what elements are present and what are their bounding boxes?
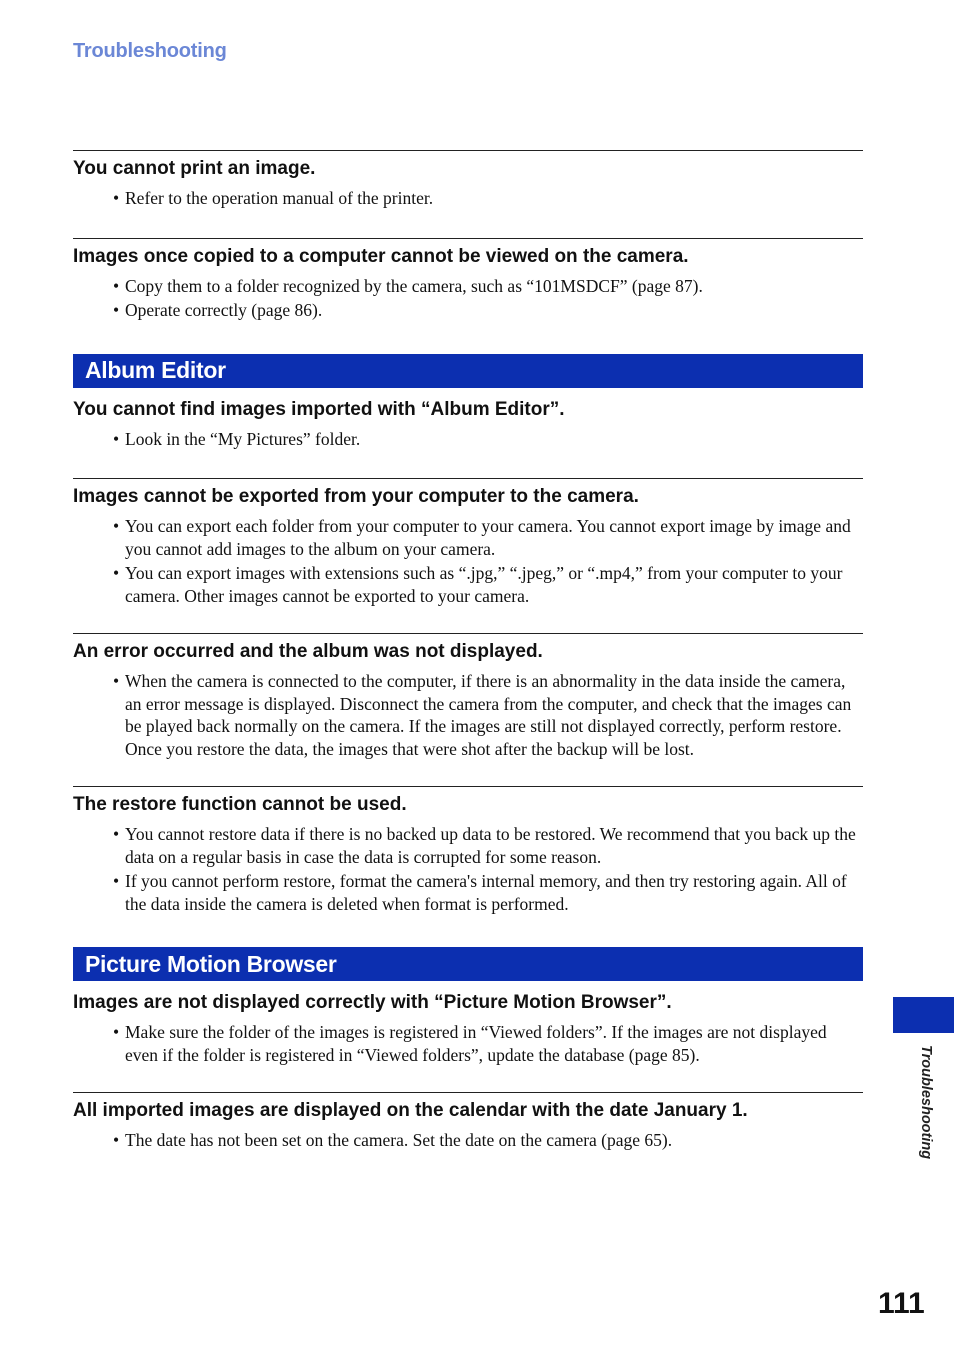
item-title: You cannot find images imported with “Album Editor”. [73, 398, 565, 420]
trouble-item-album-error [73, 633, 863, 760]
bullet-list [73, 1021, 863, 1066]
item-title: The restore function cannot be used. [73, 794, 407, 815]
bullet-item: • You can export images with extensions such as “.jpg,” “.jpeg,” or “.mp4,” from your computer to your camera. Other images cannot be exported to your camera. [73, 562, 863, 607]
page-content [73, 150, 863, 1154]
bullet-item: • The date has not been set on the camera. Set the date on the camera (page 65). [73, 1129, 863, 1152]
trouble-item-pmb-calendar [73, 1092, 863, 1152]
item-title: An error occurred and the album was not displayed. [73, 641, 543, 662]
bullet-list [73, 823, 863, 915]
bullet-list [73, 187, 863, 210]
trouble-item-album-export [73, 478, 863, 607]
bullet-list [73, 670, 863, 760]
item-title: Images cannot be exported from your computer to the camera. [73, 486, 639, 507]
item-title: Images once copied to a computer cannot be viewed on the camera. [73, 245, 689, 267]
bullet-list [73, 515, 863, 607]
trouble-item-album-import [73, 396, 863, 451]
bullet-item: • You can export each folder from your computer to your camera. You cannot export image by image and you cannot add images to the album on your camera. [73, 515, 863, 560]
bullet-item: • Operate correctly (page 86). [73, 299, 863, 322]
bullet-item: • Look in the “My Pictures” folder. [73, 428, 863, 451]
trouble-item-pmb-display [73, 989, 863, 1066]
item-title: Images are not displayed correctly with “Picture Motion Browser”. [73, 992, 672, 1013]
bullet-list [73, 1129, 863, 1152]
bullet-item: • Make sure the folder of the images is registered in “Viewed folders”. If the images are not displayed even if the folder is registered in “Viewed folders”, update the database (page 85). [73, 1021, 863, 1066]
bullet-item: • Refer to the operation manual of the printer. [73, 187, 863, 210]
running-head: Troubleshooting [73, 40, 227, 62]
bullet-item: • When the camera is connected to the computer, if there is an abnormality in the data inside the camera, an error message is displayed. Disconnect the camera from the computer, and check that the images can be played back normally on the camera. If the images are still not displayed correctly, perform restore. Once you restore the data, the images that were shot after the backup will be lost. [73, 670, 863, 760]
section-heading-album-editor: Album Editor [73, 354, 863, 388]
side-section-label: Troubleshooting [918, 1045, 934, 1160]
item-title: All imported images are displayed on the calendar with the date January 1. [73, 1100, 748, 1121]
item-title: You cannot print an image. [73, 158, 316, 179]
section-tab-marker [893, 997, 954, 1033]
bullet-list [73, 275, 863, 322]
bullet-item: • You cannot restore data if there is no backed up data to be restored. We recommend that you back up the data on a regular basis in case the data is corrupted for some reason. [73, 823, 863, 868]
trouble-item-print [73, 150, 863, 210]
trouble-item-restore [73, 786, 863, 915]
trouble-item-copied-images [73, 238, 863, 322]
bullet-list [73, 428, 863, 451]
bullet-item: • If you cannot perform restore, format the camera's internal memory, and then try restoring again. All of the data inside the camera is deleted when format is performed. [73, 870, 863, 915]
page-number: 111 [878, 1287, 925, 1320]
section-heading-picture-motion-browser: Picture Motion Browser [73, 947, 863, 981]
bullet-item: • Copy them to a folder recognized by the camera, such as “101MSDCF” (page 87). [73, 275, 863, 298]
